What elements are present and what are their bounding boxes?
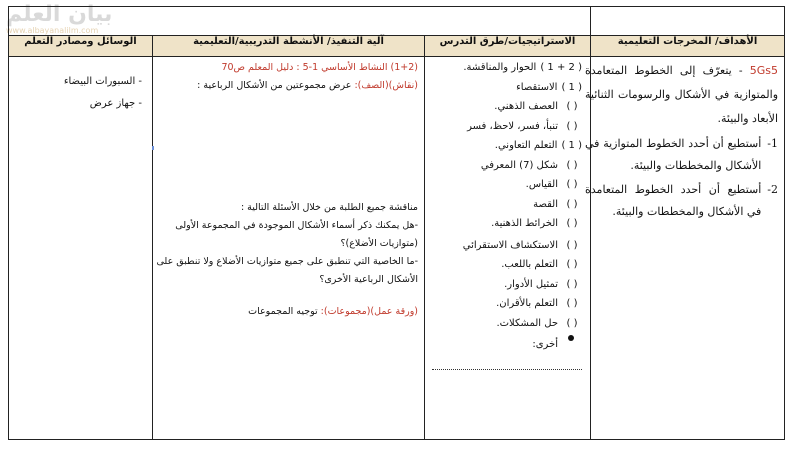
objectives-cell xyxy=(585,57,785,440)
strategy-item: ( ) الخرائط الذهنية. xyxy=(491,218,578,229)
strategy-item: ( ) تنبأ، فسر، لاحظ، فسر xyxy=(467,120,578,132)
content-row xyxy=(9,57,785,440)
strategy-item: ( ) القصة xyxy=(533,198,578,210)
bullet-icon xyxy=(568,335,574,341)
resource-item: - السبورات البيضاء xyxy=(63,76,143,87)
blank-top-row xyxy=(9,7,785,36)
header-strategies: الاستراتيجيات/طرق التدرس xyxy=(425,36,591,57)
objective-intro: 5Gs5 - يتعرّف إلى الخطوط المتعامدة والمتوازية في الأشكال والرسومات الثنائية الأبعاد والبيئة. xyxy=(585,64,779,125)
header-objectives: الأهداف/ المخرجات التعليمية xyxy=(591,36,785,57)
worksheet-line: (ورقة عمل)(مجموعات): توجيه المجموعات xyxy=(248,306,419,317)
strategies-cell xyxy=(425,57,591,440)
strategy-item: ( ) تمثيل الأدوار. xyxy=(504,278,578,290)
header-activities: آلية التنفيذ/ الأنشطة التدريبية/التعليمية xyxy=(153,36,425,57)
objective-item: 1- أستطيع أن أحدد الخطوط المتوازية في الأشكال والمخططات والبيئة. xyxy=(585,137,779,172)
strategy-item: ( ) شكل (7) المعرفي xyxy=(480,159,578,171)
blank-cell xyxy=(591,7,785,36)
discussion-question: -ما الخاصية التي تنطبق على جميع متوازيات الأضلاع ولا تنطبق على الأشكال الرباعية الأخرى؟ xyxy=(156,256,419,285)
watermark-url: www.albayanalilm.com xyxy=(6,26,99,35)
dotted-line xyxy=(432,369,582,370)
watermark-logo: بيان العلم xyxy=(6,2,113,27)
header-row xyxy=(9,36,785,57)
header-resources: الوسائل ومصادر التعلم xyxy=(9,36,153,57)
objective-item: 2- أستطيع أن أحدد الخطوط المتعامدة في الأشكال والمخططات والبيئة. xyxy=(585,183,779,218)
lesson-plan-table xyxy=(8,6,785,440)
activity-intro: (نقاش)(الصف): عرض مجموعتين من الأشكال الرباعية : xyxy=(197,80,419,91)
activity-title: (1+2) النشاط الأساسي 1-5 : دليل المعلم ص70 xyxy=(221,62,419,73)
blank-cell-wide xyxy=(9,7,591,36)
discussion-intro: مناقشة جميع الطلبة من خلال الأسئلة التالية : xyxy=(240,202,419,213)
discussion-question: -هل يمكنك ذكر أسماء الأشكال الموجودة في المجموعة الأولى (متوازيات الأضلاع)؟ xyxy=(175,220,419,249)
stray-mark xyxy=(152,146,154,150)
strategy-item: ( ) حل المشكلات. xyxy=(496,317,578,329)
strategy-item: ( ) التعلم بالأقران. xyxy=(496,298,578,309)
strategy-item: ( 1 ) الاستقصاء xyxy=(516,81,583,93)
strategy-item: ( 1 ) التعلم التعاوني. xyxy=(494,140,583,151)
strategy-item: ( ) التعلم باللعب. xyxy=(501,259,578,270)
resources-cell xyxy=(9,57,153,440)
strategy-item: ( ) العصف الذهني. xyxy=(494,101,578,112)
strategy-item: ( 2 + 1 ) الحوار والمناقشة. xyxy=(463,62,583,73)
objective-code: 5Gs5 xyxy=(749,64,779,77)
resource-item: - جهاز عرض xyxy=(89,98,143,109)
strategy-item: ( ) الاستكشاف الاستقرائي xyxy=(462,239,578,251)
activities-cell xyxy=(153,57,425,440)
strategy-item: ( ) القياس. xyxy=(525,179,578,190)
strategy-other: أخرى: xyxy=(417,335,582,355)
